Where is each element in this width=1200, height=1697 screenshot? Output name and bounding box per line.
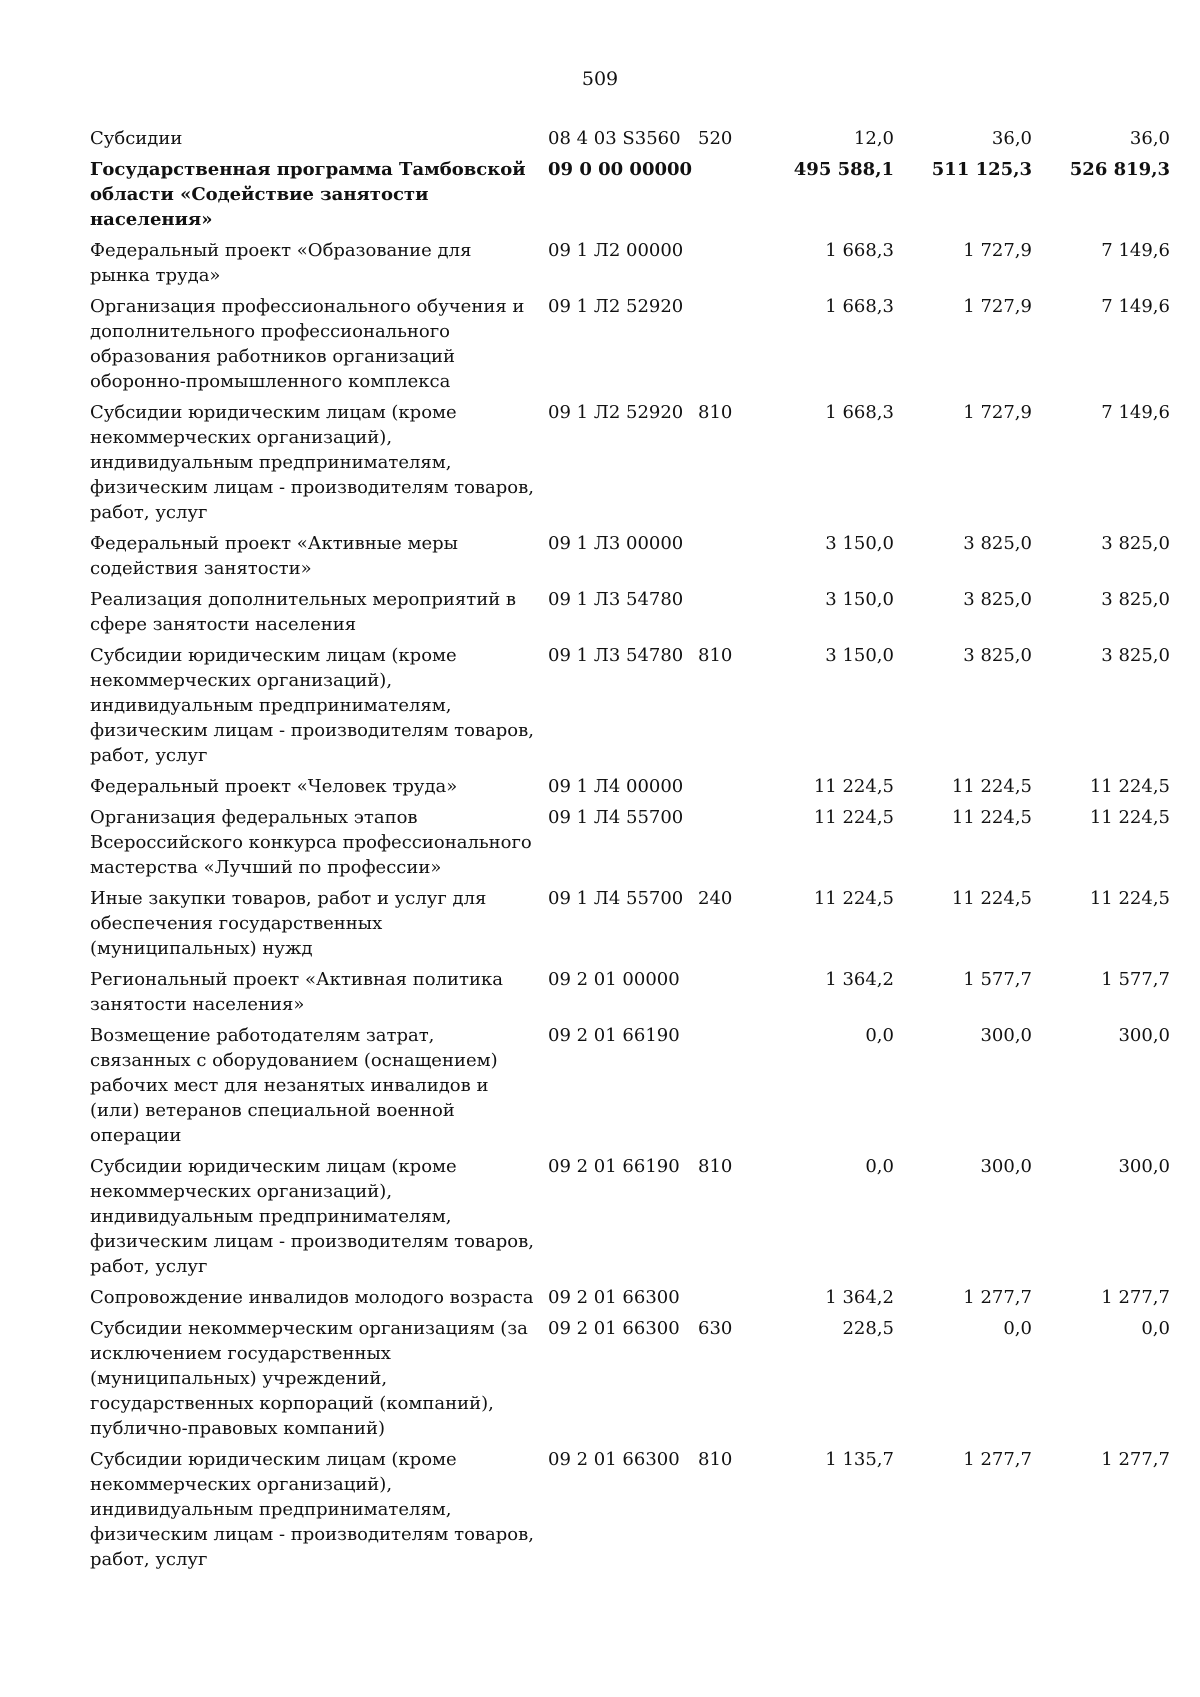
row-year2: 11 224,5 — [951, 807, 1032, 828]
row-year1: 1 135,7 — [825, 1449, 894, 1470]
row-code: 09 2 01 66190 — [548, 1156, 680, 1177]
row-year1: 228,5 — [842, 1318, 894, 1339]
row-year1: 11 224,5 — [813, 776, 894, 797]
row-code: 09 2 01 00000 — [548, 969, 680, 990]
page-number: 509 — [581, 68, 619, 90]
row-year2: 1 277,7 — [963, 1449, 1032, 1470]
row-name: Федеральный проект «Образование для рынка труда» — [90, 240, 472, 286]
row-year1: 1 668,3 — [825, 240, 894, 261]
row-year1: 495 588,1 — [793, 159, 894, 180]
row-name: Региональный проект «Активная политика занятости населения» — [90, 969, 503, 1015]
row-year2: 36,0 — [991, 128, 1032, 149]
row-code: 08 4 03 S3560 — [548, 128, 681, 149]
table-row — [90, 1154, 1170, 1279]
row-year3: 7 149,6 — [1101, 402, 1170, 423]
row-code: 09 2 01 66300 — [548, 1318, 680, 1339]
row-year3: 11 224,5 — [1089, 807, 1170, 828]
row-year2: 11 224,5 — [951, 888, 1032, 909]
row-code: 09 2 01 66300 — [548, 1287, 680, 1308]
row-expense-type: 520 — [698, 128, 733, 149]
table-row — [90, 1023, 1170, 1148]
row-year2: 1 577,7 — [963, 969, 1032, 990]
table-row — [90, 1285, 1170, 1310]
row-name: Субсидии юридическим лицам (кроме некоммерческих организаций), индивидуальным предпринимателям, физическим лицам - производителям товаров, работ, услуг — [90, 402, 534, 523]
row-name: Субсидии юридическим лицам (кроме некоммерческих организаций), индивидуальным предпринимателям, физическим лицам - производителям товаров, работ, услуг — [90, 1449, 534, 1570]
row-name: Реализация дополнительных мероприятий в сфере занятости населения — [90, 589, 517, 635]
table-row — [90, 157, 1170, 232]
row-year1: 0,0 — [865, 1156, 894, 1177]
row-code: 09 0 00 00000 — [548, 159, 693, 180]
row-name: Организация профессионального обучения и дополнительного профессионального образования работников организаций оборонно-промышленного комплекса — [90, 296, 525, 392]
row-year2: 1 727,9 — [963, 296, 1032, 317]
row-expense-type: 630 — [698, 1318, 733, 1339]
row-code: 09 1 Л2 52920 — [548, 296, 684, 317]
row-expense-type: 810 — [698, 645, 733, 666]
table-row — [90, 126, 1170, 151]
row-year3: 3 825,0 — [1101, 589, 1170, 610]
row-name: Организация федеральных этапов Всероссийского конкурса профессионального мастерства «Лучший по профессии» — [90, 807, 532, 878]
row-year3: 3 825,0 — [1101, 533, 1170, 554]
row-code: 09 1 Л4 55700 — [548, 807, 684, 828]
table-row — [90, 805, 1170, 880]
row-year2: 3 825,0 — [963, 533, 1032, 554]
row-year1: 11 224,5 — [813, 888, 894, 909]
row-code: 09 1 Л2 00000 — [548, 240, 684, 261]
row-year2: 300,0 — [980, 1156, 1032, 1177]
table-row — [90, 643, 1170, 768]
table-row — [90, 967, 1170, 1017]
row-year1: 1 668,3 — [825, 402, 894, 423]
row-year3: 1 577,7 — [1101, 969, 1170, 990]
row-year1: 1 364,2 — [825, 969, 894, 990]
row-name: Федеральный проект «Человек труда» — [90, 776, 458, 797]
row-year2: 1 727,9 — [963, 240, 1032, 261]
budget-table — [90, 126, 1170, 1578]
row-year2: 3 825,0 — [963, 589, 1032, 610]
row-year3: 1 277,7 — [1101, 1449, 1170, 1470]
table-row — [90, 400, 1170, 525]
row-code: 09 1 Л3 54780 — [548, 589, 684, 610]
table-row — [90, 774, 1170, 799]
row-year3: 7 149,6 — [1101, 296, 1170, 317]
row-year1: 12,0 — [853, 128, 894, 149]
table-row — [90, 238, 1170, 288]
row-name: Субсидии юридическим лицам (кроме некоммерческих организаций), индивидуальным предпринимателям, физическим лицам - производителям товаров, работ, услуг — [90, 1156, 534, 1277]
row-year1: 1 668,3 — [825, 296, 894, 317]
row-year3: 36,0 — [1129, 128, 1170, 149]
row-year1: 3 150,0 — [825, 533, 894, 554]
row-name: Субсидии — [90, 128, 183, 149]
row-code: 09 1 Л4 55700 — [548, 888, 684, 909]
row-code: 09 2 01 66190 — [548, 1025, 680, 1046]
table-row — [90, 587, 1170, 637]
row-year1: 0,0 — [865, 1025, 894, 1046]
row-name: Возмещение работодателям затрат, связанных с оборудованием (оснащением) рабочих мест для незанятых инвалидов и (или) ветеранов специальной военной операции — [90, 1025, 498, 1146]
table-row — [90, 1316, 1170, 1441]
row-year2: 3 825,0 — [963, 645, 1032, 666]
row-year3: 300,0 — [1118, 1156, 1170, 1177]
row-expense-type: 810 — [698, 1156, 733, 1177]
row-year3: 11 224,5 — [1089, 776, 1170, 797]
row-year2: 11 224,5 — [951, 776, 1032, 797]
row-year2: 1 277,7 — [963, 1287, 1032, 1308]
row-expense-type: 810 — [698, 402, 733, 423]
row-code: 09 1 Л3 00000 — [548, 533, 684, 554]
row-year3: 526 819,3 — [1069, 159, 1170, 180]
row-year3: 11 224,5 — [1089, 888, 1170, 909]
row-year3: 7 149,6 — [1101, 240, 1170, 261]
row-code: 09 2 01 66300 — [548, 1449, 680, 1470]
row-year3: 1 277,7 — [1101, 1287, 1170, 1308]
table-row — [90, 294, 1170, 394]
row-year2: 300,0 — [980, 1025, 1032, 1046]
row-year1: 3 150,0 — [825, 645, 894, 666]
row-name: Иные закупки товаров, работ и услуг для обеспечения государственных (муниципальных) нужд — [90, 888, 487, 959]
row-year2: 0,0 — [1003, 1318, 1032, 1339]
row-name: Сопровождение инвалидов молодого возраста — [90, 1287, 534, 1308]
row-name: Государственная программа Тамбовской области «Содействие занятости населения» — [90, 159, 526, 230]
row-name: Субсидии юридическим лицам (кроме некоммерческих организаций), индивидуальным предпринимателям, физическим лицам - производителям товаров, работ, услуг — [90, 645, 534, 766]
row-code: 09 1 Л3 54780 — [548, 645, 684, 666]
table-row — [90, 531, 1170, 581]
row-year2: 511 125,3 — [931, 159, 1032, 180]
row-name: Субсидии некоммерческим организациям (за исключением государственных (муниципальных) учреждений, государственных корпораций (компаний), публично-правовых компаний) — [90, 1318, 528, 1439]
table-row — [90, 1447, 1170, 1572]
row-code: 09 1 Л4 00000 — [548, 776, 684, 797]
row-year3: 3 825,0 — [1101, 645, 1170, 666]
row-name: Федеральный проект «Активные меры содействия занятости» — [90, 533, 458, 579]
row-year1: 3 150,0 — [825, 589, 894, 610]
row-year1: 1 364,2 — [825, 1287, 894, 1308]
row-year3: 300,0 — [1118, 1025, 1170, 1046]
row-expense-type: 240 — [698, 888, 733, 909]
table-row — [90, 886, 1170, 961]
row-year3: 0,0 — [1141, 1318, 1170, 1339]
row-code: 09 1 Л2 52920 — [548, 402, 684, 423]
row-year1: 11 224,5 — [813, 807, 894, 828]
row-expense-type: 810 — [698, 1449, 733, 1470]
row-year2: 1 727,9 — [963, 402, 1032, 423]
